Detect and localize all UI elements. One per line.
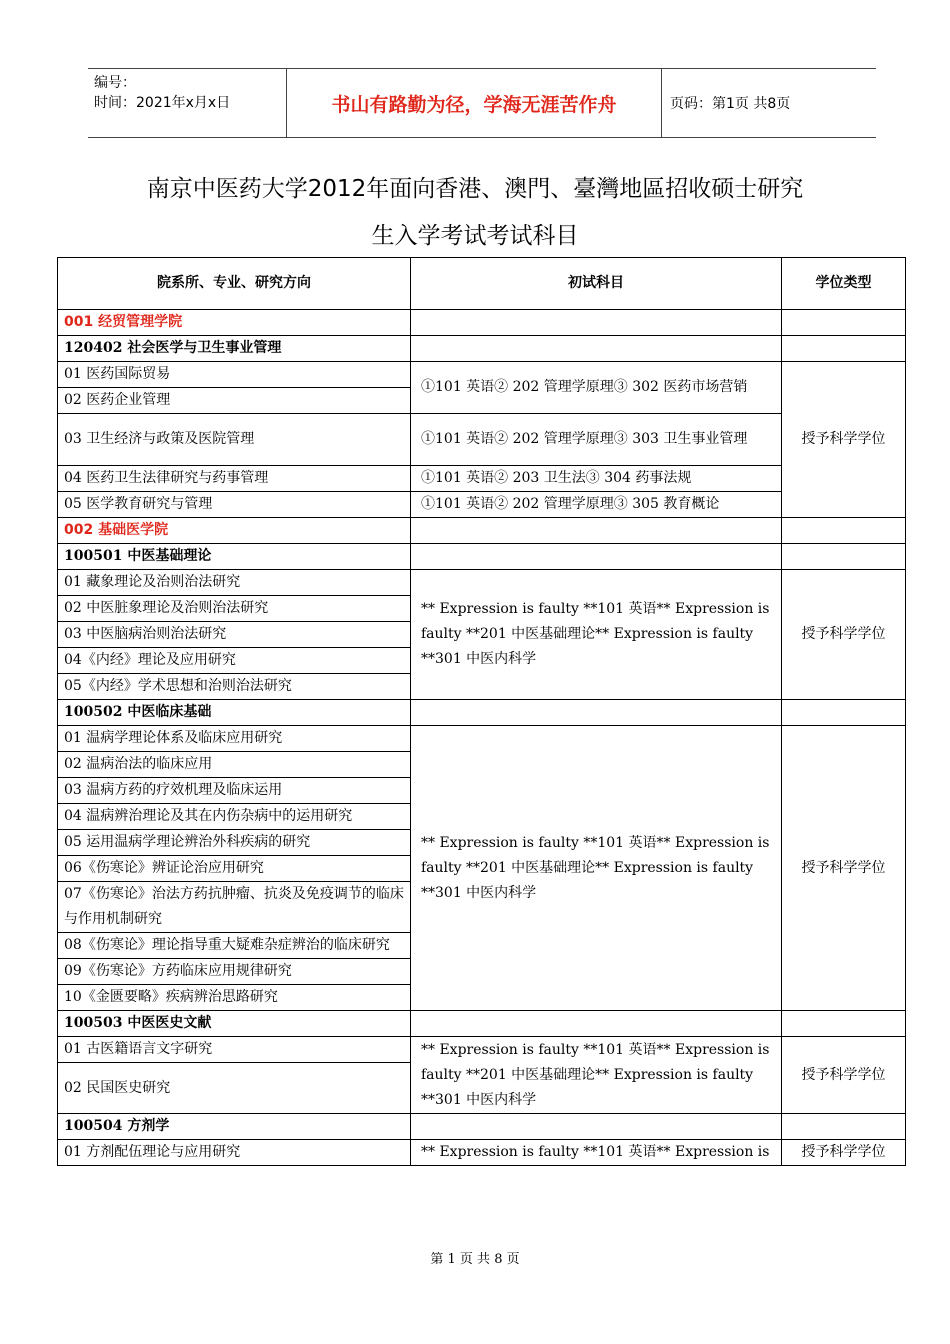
direction-cell: 01 方剂配伍理论与应用研究 [58, 1140, 411, 1166]
exam-subjects-cell: ** Expression is faulty **101 英语** Expression is faulty **201 中医基础理论** Expression is faulty **301 中医内科学 [411, 726, 782, 1011]
header-page-label: 页码：第1页 共8页 [670, 96, 791, 112]
time-label: 时间：2021年x月x日 [94, 95, 231, 111]
exam-subjects-cell: ** Expression is faulty **101 英语** Expression is faulty **201 中医基础理论** Expression is faulty **301 中医内科学 [411, 1037, 782, 1114]
exam-subjects-cell: ①101 英语② 202 管理学原理③ 302 医药市场营销 [411, 362, 782, 414]
exam-subjects-table [57, 257, 906, 1166]
page-header [88, 68, 876, 138]
degree-type-cell: 授予科学学位 [782, 1037, 906, 1114]
table-row [58, 362, 906, 388]
col-header-exam-subjects: 初试科目 [411, 258, 782, 310]
exam-subjects-cell: ①101 英语② 203 卫生法③ 304 药事法规 [411, 466, 782, 492]
table-row [58, 518, 906, 544]
table-row [58, 726, 906, 752]
page-footer: 第 1 页 共 8 页 [430, 1252, 520, 1267]
direction-cell: 02 中医脏象理论及治则治法研究 [58, 596, 411, 622]
table-row [58, 414, 906, 466]
document-title-line1: 南京中医药大学2012年面向香港、澳門、臺灣地區招收硕士研究 [146, 176, 804, 202]
direction-cell: 04 医药卫生法律研究与药事管理 [58, 466, 411, 492]
direction-cell: 10《金匮要略》疾病辨治思路研究 [58, 985, 411, 1011]
header-meta [94, 73, 230, 113]
document-title-line2: 生入学考试考试科目 [371, 223, 579, 249]
table-row [58, 492, 906, 518]
major-100501: 100501 中医基础理论 [58, 544, 411, 570]
direction-cell: 04 温病辨治理论及其在内伤杂病中的运用研究 [58, 804, 411, 830]
header-motto: 书山有路勤为径，学海无涯苦作舟 [286, 69, 662, 137]
direction-cell: 05 医学教育研究与管理 [58, 492, 411, 518]
direction-cell: 01 医药国际贸易 [58, 362, 411, 388]
department-001: 001 经贸管理学院 [58, 310, 411, 336]
table-row [58, 1140, 906, 1166]
direction-cell: 01 藏象理论及治则治法研究 [58, 570, 411, 596]
table-row [58, 544, 906, 570]
col-header-department: 院系所、专业、研究方向 [58, 258, 411, 310]
table-row [58, 1037, 906, 1063]
exam-subjects-cell: ①101 英语② 202 管理学原理③ 303 卫生事业管理 [411, 414, 782, 466]
table-header-row [58, 258, 906, 310]
table-row [58, 700, 906, 726]
direction-cell: 03 中医脑病治则治法研究 [58, 622, 411, 648]
table-row [58, 570, 906, 596]
direction-cell: 09《伤寒论》方药临床应用规律研究 [58, 959, 411, 985]
major-100504: 100504 方剂学 [58, 1114, 411, 1140]
department-002: 002 基础医学院 [58, 518, 411, 544]
direction-cell: 03 卫生经济与政策及医院管理 [58, 414, 411, 466]
exam-subjects-cell: ** Expression is faulty **101 英语** Expression is faulty **201 中医基础理论** Expression is faulty **301 中医内科学 [411, 570, 782, 700]
direction-cell: 03 温病方药的疗效机理及临床运用 [58, 778, 411, 804]
direction-cell: 02 民国医史研究 [58, 1063, 411, 1114]
table-row [58, 1114, 906, 1140]
direction-cell: 01 温病学理论体系及临床应用研究 [58, 726, 411, 752]
degree-type-cell: 授予科学学位 [782, 570, 906, 700]
number-label: 编号： [94, 75, 136, 91]
direction-cell: 07《伤寒论》治法方药抗肿瘤、抗炎及免疫调节的临床与作用机制研究 [58, 882, 411, 933]
table-row [58, 1011, 906, 1037]
exam-subjects-cell: ①101 英语② 202 管理学原理③ 305 教育概论 [411, 492, 782, 518]
col-header-degree-type: 学位类型 [782, 258, 906, 310]
direction-cell: 08《伤寒论》理论指导重大疑难杂症辨治的临床研究 [58, 933, 411, 959]
table-row [58, 336, 906, 362]
direction-cell: 06《伤寒论》辨证论治应用研究 [58, 856, 411, 882]
table-row [58, 466, 906, 492]
degree-type-cell: 授予科学学位 [782, 1140, 906, 1166]
degree-type-cell: 授予科学学位 [782, 362, 906, 518]
table-row [58, 310, 906, 336]
major-100503: 100503 中医医史文献 [58, 1011, 411, 1037]
direction-cell: 04《内经》理论及应用研究 [58, 648, 411, 674]
degree-type-cell: 授予科学学位 [782, 726, 906, 1011]
direction-cell: 05《内经》学术思想和治则治法研究 [58, 674, 411, 700]
direction-cell: 01 古医籍语言文字研究 [58, 1037, 411, 1063]
major-120402: 120402 社会医学与卫生事业管理 [58, 336, 411, 362]
exam-subjects-cell: ** Expression is faulty **101 英语** Expression is [411, 1140, 782, 1166]
major-100502: 100502 中医临床基础 [58, 700, 411, 726]
direction-cell: 05 运用温病学理论辨治外科疾病的研究 [58, 830, 411, 856]
direction-cell: 02 医药企业管理 [58, 388, 411, 414]
direction-cell: 02 温病治法的临床应用 [58, 752, 411, 778]
